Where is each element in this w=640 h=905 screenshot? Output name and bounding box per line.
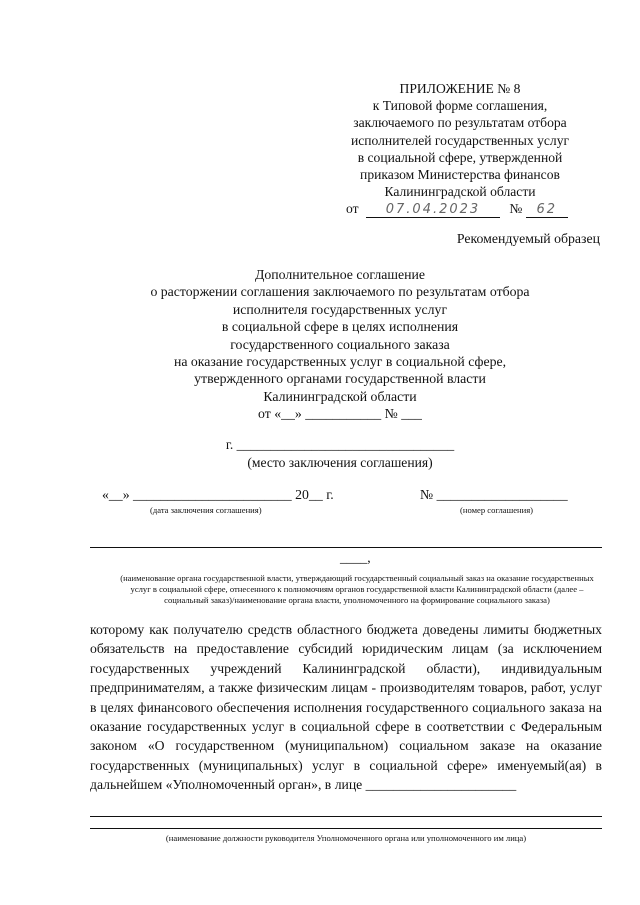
organ-caption: (наименование органа государственной власти, утверждающий государственный социальный заказ на оказание государственных услуг в социальной сфере, отнесенного к полномочиям органов государственной власти Калининградской области (далее –социальный заказ)/наименование органа власти, уполномоченного на формирование социального заказа) xyxy=(120,573,594,605)
appendix-line: к Типовой форме соглашения, xyxy=(372,98,548,114)
place-line: г. ________________________________ xyxy=(225,437,455,452)
order-date-number xyxy=(320,200,600,218)
number-prefix: № xyxy=(509,201,523,217)
date-row xyxy=(102,487,334,516)
place-block xyxy=(60,436,620,471)
title-line: исполнителя государственных услуг xyxy=(232,301,448,317)
body-paragraph: которому как получателю средств областного бюджета доведены лимиты бюджетных обязательств на предоставление субсидий юридическим лицам (за исключением государственных учреждений Калининградской области), индивидуальным предпринимателям, а также физическим лицам - производителям товаров, работ, услуг в целях финансового обеспечения исполнения государственного социального заказа на оказание государственных услуг в социальной сфере в соответствии с Федеральным законом «О государственном (муниципальном) социальном заказе на оказание государственных (муниципальных) услуг в социальной сфере» именуемый(ая) в дальнейшем «Уполномоченный орган», в лице ______________________ xyxy=(90,622,602,793)
appendix-line: заключаемого по результатам отбора xyxy=(353,115,567,131)
sample-label: Рекомендуемый образец xyxy=(456,231,600,246)
number-row xyxy=(420,487,568,516)
title-line: на оказание государственных услуг в социальной сфере, xyxy=(173,354,507,370)
head-name-line-2 xyxy=(90,828,602,829)
number-field: № ___________________ xyxy=(420,487,568,502)
title-line: государственного социального заказа xyxy=(230,336,450,352)
document-title xyxy=(60,266,620,423)
handwritten-date: 07.04.2023 xyxy=(366,203,500,218)
date-field: «__» _______________________ 20__ г. xyxy=(102,487,334,502)
title-line: о расторжении соглашения заключаемого по результатам отбора xyxy=(150,284,530,300)
title-line: в социальной сфере в целях исполнения xyxy=(221,319,459,335)
place-caption: (место заключения соглашения) xyxy=(247,455,433,470)
appendix-line: ПРИЛОЖЕНИЕ № 8 xyxy=(399,81,521,96)
head-caption: (наименование должности руководителя Уполномоченного органа или уполномоченного им лица) xyxy=(165,833,527,843)
appendix-line: исполнителей государственных услуг xyxy=(350,132,570,148)
title-line: Дополнительное соглашение xyxy=(254,267,426,282)
head-name-line xyxy=(90,816,602,817)
title-line: Калининградской области xyxy=(263,388,417,404)
date-caption: (дата заключения соглашения) xyxy=(150,505,262,515)
appendix-line: приказом Министерства финансов xyxy=(360,167,560,183)
organ-name-line xyxy=(90,547,602,548)
appendix-line: Калининградской области xyxy=(384,184,536,200)
agreement-date-line: от «__» ___________ № ___ xyxy=(258,406,422,422)
appendix-header xyxy=(320,80,600,218)
from-prefix: от xyxy=(346,201,359,217)
number-caption: (номер соглашения) xyxy=(460,505,534,515)
title-line: утвержденного органами государственной власти xyxy=(194,371,486,387)
appendix-line: в социальной сфере, утвержденной xyxy=(357,149,563,165)
handwritten-number: 62 xyxy=(526,203,568,218)
organ-name-end: ____, xyxy=(340,550,371,565)
